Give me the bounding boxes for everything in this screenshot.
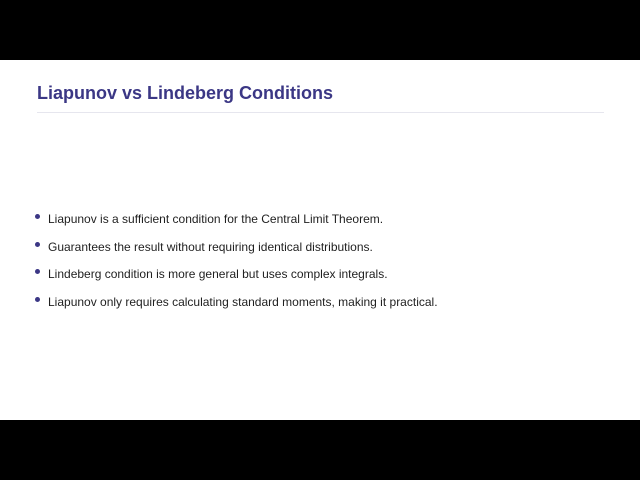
- bullet-text: Liapunov is a sufficient condition for the Central Limit Theorem.: [48, 212, 384, 226]
- bullet-text: Lindeberg condition is more general but uses complex integrals.: [48, 267, 388, 281]
- bullet-item: [35, 239, 438, 267]
- slide-title: Liapunov vs Lindeberg Conditions: [37, 83, 334, 103]
- title-divider: [37, 112, 604, 113]
- slide: [0, 60, 640, 420]
- bullet-text: Guarantees the result without requiring identical distributions.: [48, 239, 373, 254]
- bullet-dot-icon: [35, 297, 40, 302]
- bullet-dot-icon: [35, 214, 40, 219]
- bullet-list: [35, 211, 438, 321]
- letterbox-bottom: [0, 420, 640, 480]
- bullet-dot-icon: [35, 242, 40, 247]
- bullet-item: [35, 266, 438, 294]
- bullet-text: Liapunov only requires calculating standard moments, making it practical.: [48, 294, 438, 309]
- bullet-item: [35, 294, 438, 322]
- bullet-item: [35, 211, 438, 239]
- letterbox-top: [0, 0, 640, 60]
- bullet-dot-icon: [35, 269, 40, 274]
